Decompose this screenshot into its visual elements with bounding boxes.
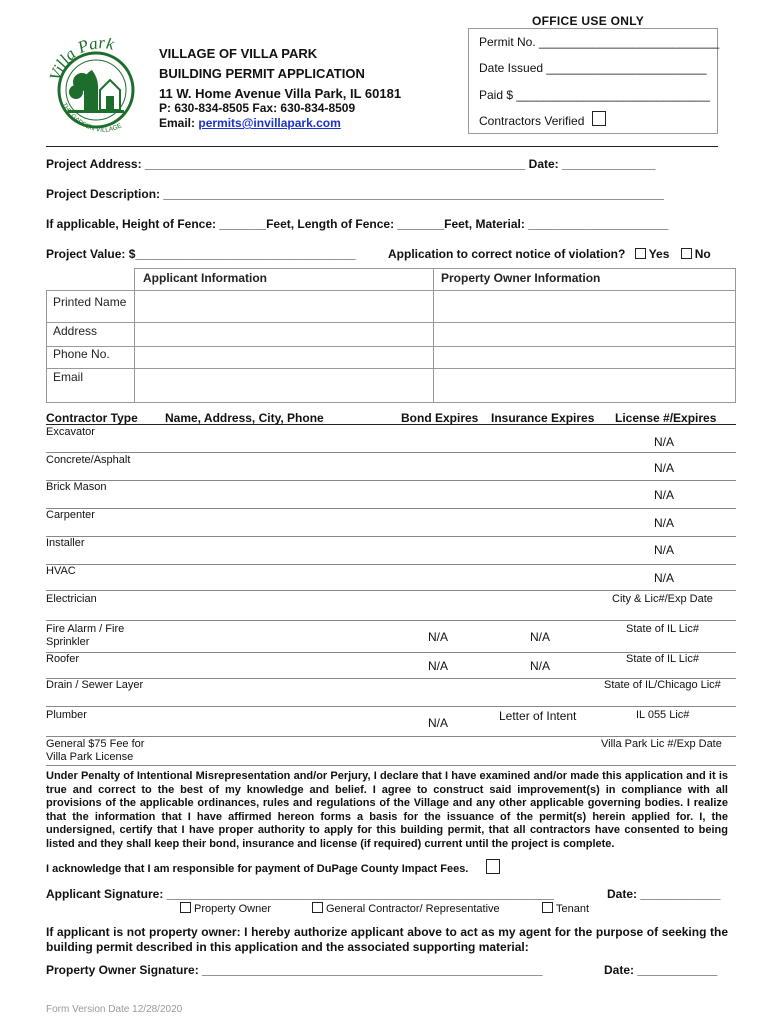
email-link[interactable]: permits@invillapark.com: [198, 116, 341, 130]
contractor-row-bond: N/A: [428, 659, 449, 673]
applicant-date-field[interactable]: Date: ____________: [607, 887, 721, 901]
contractor-row-insurance: Letter of Intent: [499, 709, 577, 723]
row-email: Email: [53, 370, 84, 384]
project-address-field[interactable]: Project Address: _________________________________________________________ Date: ______________: [46, 157, 656, 171]
contractor-row-type: Brick Mason: [46, 481, 107, 493]
impact-fees-text: I acknowledge that I am responsible for payment of DuPage County Impact Fees.: [46, 863, 469, 875]
contractor-row-license: N/A: [654, 435, 675, 449]
contractor-row-type: Drain / Sewer Layer: [46, 679, 144, 691]
contractor-row-license: Villa Park Lic #/Exp Date: [601, 738, 722, 750]
col-license-expires: License #/Expires: [615, 411, 717, 425]
violation-yes-checkbox[interactable]: [635, 248, 646, 259]
contractor-row-type: Plumber: [46, 709, 87, 721]
authorization-text: If applicant is not property owner: I hereby authorize applicant above to act as my agent for the purpose of seeking the building permit described in this application and the associated supporting material:: [46, 925, 728, 954]
header-form-title: BUILDING PERMIT APPLICATION: [159, 66, 365, 81]
header-address: 11 W. Home Avenue Villa Park, IL 60181: [159, 86, 402, 101]
general-contractor-checkbox[interactable]: [312, 902, 323, 913]
contractor-row-license: N/A: [654, 516, 675, 530]
option-tenant[interactable]: [542, 902, 589, 915]
impact-fees-checkbox[interactable]: [486, 859, 500, 874]
contractor-row-license: City & Lic#/Exp Date: [612, 593, 713, 605]
logo-text: Villa Park: [46, 38, 116, 83]
contractor-row-bond: N/A: [428, 630, 449, 644]
violation-no-label: No: [694, 247, 711, 261]
property-owner-checkbox[interactable]: [180, 902, 191, 913]
row-address: Address: [53, 324, 98, 338]
contractor-row-license: N/A: [654, 488, 675, 502]
violation-yes-label: Yes: [648, 247, 670, 261]
contractor-row-type: Electrician: [46, 593, 97, 605]
contractor-row-license: State of IL Lic#: [626, 653, 699, 665]
row-phone: Phone No.: [53, 347, 110, 361]
contractor-row-type: Fire Alarm / Fire Sprinkler: [46, 623, 125, 648]
contractor-row-license: N/A: [654, 571, 675, 585]
contractor-row-type: Roofer: [46, 653, 80, 665]
declaration-text: Under Penalty of Intentional Misrepresentation and/or Perjury, I declare that I have examined and/or made this application and it is true and correct to the best of my knowledge and belief. I agree to construct said improvement(s) in compliance with all provisions of the applicable ordinances, rules and regulations of the Village and any other applicable governing bodies. I realize that the information that I have affirmed hereon forms a basis for the issuance of the permit(s) herein applied for. I, the undersigned, certify that I have proper authority to apply for this building permit, that all contractors have consented to being listed and they shall keep their bond, insurance and license (if required) current until the project is complete.: [46, 770, 728, 850]
header-phone: P: 630-834-8505 Fax: 630-834-8509: [159, 101, 356, 115]
header-divider: [46, 146, 718, 147]
contractor-row-type: Excavator: [46, 426, 95, 438]
col-bond-expires: Bond Expires: [401, 411, 479, 425]
contractor-row-insurance: N/A: [530, 630, 551, 644]
tenant-checkbox[interactable]: [542, 902, 553, 913]
violation-label: Application to correct notice of violation?: [388, 247, 626, 261]
permit-no-field[interactable]: Permit No. ___________________________: [479, 35, 720, 49]
villa-park-logo: [46, 38, 146, 138]
tenant-label: Tenant: [556, 903, 590, 915]
col-name-address: Name, Address, City, Phone: [165, 411, 324, 425]
office-use-title: OFFICE USE ONLY: [532, 14, 645, 28]
contractor-row-license: N/A: [654, 461, 675, 475]
office-use-box: [468, 28, 718, 134]
contractor-row-type: General $75 Fee for Villa Park License: [46, 738, 145, 763]
contractor-row-type: Concrete/Asphalt: [46, 454, 131, 466]
violation-question: [388, 247, 711, 261]
project-description-field[interactable]: Project Description: ___________________________________________________________________________: [46, 187, 664, 201]
applicant-signature-field[interactable]: Applicant Signature: __________________________________________________________: [46, 887, 554, 901]
contractors-verified-label: Contractors Verified: [479, 114, 585, 128]
contractor-row-license: N/A: [654, 543, 675, 557]
contractor-row-type: Installer: [46, 537, 85, 549]
email-label: Email:: [159, 116, 196, 130]
project-value-field[interactable]: Project Value: $_________________________________: [46, 247, 356, 261]
violation-no-checkbox[interactable]: [681, 248, 692, 259]
contractor-row-license: State of IL Lic#: [626, 623, 699, 635]
contractor-row-bond: N/A: [428, 716, 449, 730]
col-insurance-expires: Insurance Expires: [491, 411, 595, 425]
logo-tagline: THE GARDEN VILLAGE: [60, 101, 124, 135]
general-contractor-label: General Contractor/ Representative: [326, 903, 500, 915]
contractor-row-type: Carpenter: [46, 509, 95, 521]
option-property-owner[interactable]: [180, 902, 271, 915]
contractor-row-type: HVAC: [46, 565, 76, 577]
paid-field[interactable]: Paid $ _____________________________: [479, 88, 710, 102]
header-village-name: VILLAGE OF VILLA PARK: [159, 46, 318, 61]
applicant-info-header: Applicant Information: [143, 271, 267, 285]
fence-fields[interactable]: If applicable, Height of Fence: _______Feet, Length of Fence: _______Feet, Material: _____________________: [46, 217, 669, 231]
contractors-verified-checkbox[interactable]: [592, 111, 606, 126]
header-email-line: [159, 116, 341, 130]
owner-info-header: Property Owner Information: [441, 271, 601, 285]
contractor-row-insurance: N/A: [530, 659, 551, 673]
applicant-owner-table: [46, 268, 736, 403]
date-issued-field[interactable]: Date Issued ________________________: [479, 61, 707, 75]
row-printed-name: Printed Name: [53, 295, 127, 309]
col-contractor-type: Contractor Type: [46, 411, 138, 425]
owner-date-field[interactable]: Date: ____________: [604, 963, 718, 977]
contractor-row-license: State of IL/Chicago Lic#: [604, 679, 721, 691]
property-owner-label: Property Owner: [194, 903, 272, 915]
form-version: Form Version Date 12/28/2020: [46, 1004, 183, 1015]
contractor-row-license: IL 055 Lic#: [636, 709, 690, 721]
option-general-contractor[interactable]: [312, 902, 500, 915]
owner-signature-field[interactable]: Property Owner Signature: ___________________________________________________: [46, 963, 543, 977]
